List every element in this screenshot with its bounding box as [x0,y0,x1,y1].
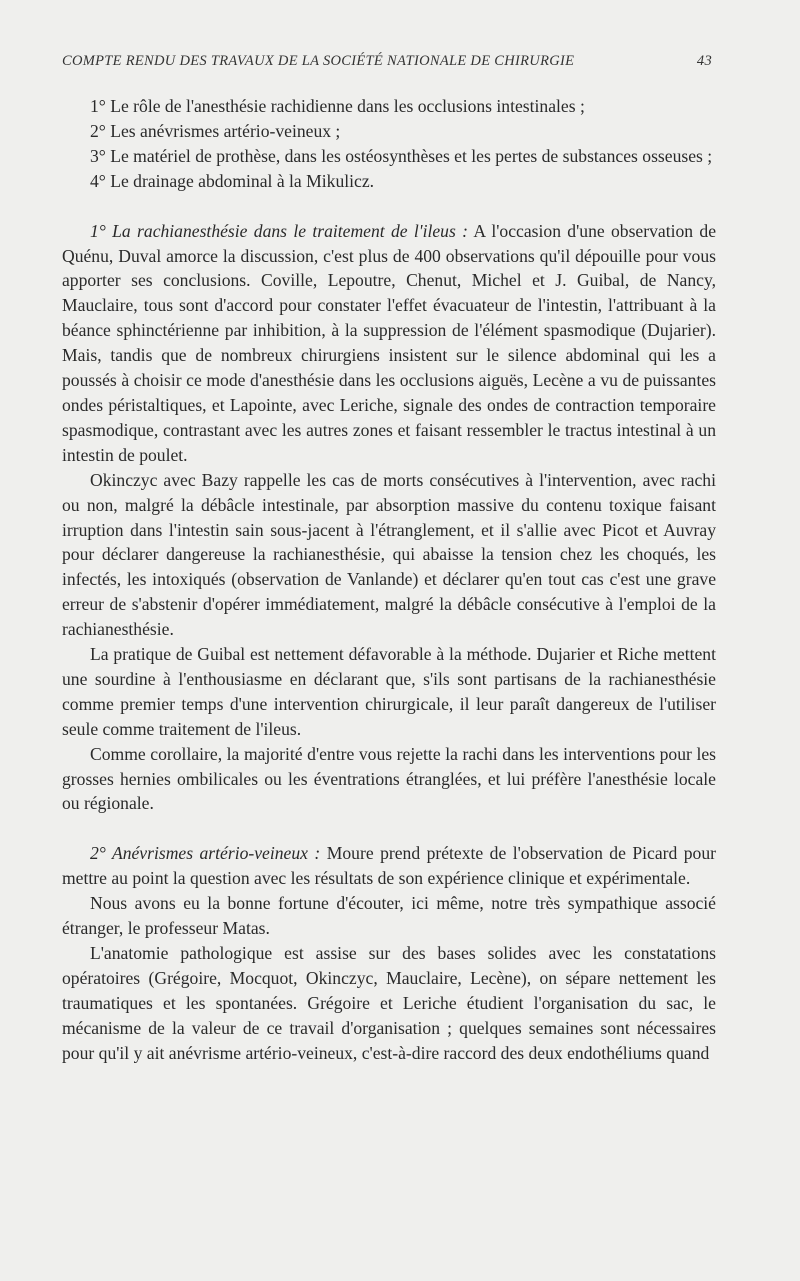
running-title: COMPTE RENDU DES TRAVAUX DE LA SOCIÉTÉ NATIONALE DE CHIRURGIE [62,53,575,69]
running-header [62,53,712,70]
section2-paragraph-2: Nous avons eu la bonne fortune d'écouter, ici même, notre très sympathique associé étranger, le professeur Matas. [62,893,716,939]
section1-paragraph-1 [62,219,716,468]
section2-paragraph-1 [62,841,716,891]
body-text [62,94,716,1066]
list-item-3: 3° Le matériel de prothèse, dans les ostéosynthèses et les pertes de substances osseuses ; [90,145,713,166]
section1-heading: 1° La rachianesthésie dans le traitement de l'ileus : [90,220,468,241]
section1-paragraph-3: La pratique de Guibal est nettement défavorable à la méthode. Dujarier et Riche mettent une sourdine à l'enthousiasme en déclarant que, s'ils sont partisans de la rachianesthésie comme premier temps d'une intervention chirurgicale, il leur paraît dangereux de l'utiliser seule comme traitement de l'ileus. [62,644,716,739]
list-item-2: 2° Les anévrismes artério-veineux ; [90,120,341,141]
section1-text-1: A l'occasion d'une observation de Quénu, Duval amorce la discussion, c'est plus de 400 observations qu'il dépouille pour vous apporter ses conclusions. Coville, Lepoutre, Chenut, Michel et J. Guibal, de Nancy, Mauclaire, tous sont d'accord pour constater l'effet évacuateur de l'intestin, l'attribuant à la béance sphinctérienne par inhibition, à la suppression de l'élément spasmodique (Dujarier). Mais, tandis que de nombreux chirurgiens insistent sur le silence abdominal qui les a poussés à choisir ce mode d'anesthésie dans les occlusions aiguës, Lecène a vu de puissantes ondes péristaltiques, et Lapointe, avec Leriche, signale des ondes de contraction temporaire spasmodique, contrastant avec les autres zones et faisant ressembler le tractus intestinal à un intestin de poulet. [62,220,716,465]
list-item-4: 4° Le drainage abdominal à la Mikulicz. [90,170,375,191]
list-item-1: 1° Le rôle de l'anesthésie rachidienne dans les occlusions intestinales ; [90,96,585,116]
section2-heading: 2° Anévrismes artério-veineux : [90,843,321,864]
section2-text-1: Moure prend prétexte de l'observation de Picard pour mettre au point la question avec les résultats de son expérience clinique et expérimentale. [62,843,716,889]
section1-paragraph-2: Okinczyc avec Bazy rappelle les cas de morts consécutives à l'intervention, avec rachi ou non, malgré la débâcle intestinale, par absorption massive du contenu toxique faisant irruption dans l'intestin sain sous-jacent à l'étranglement, et il s'allie avec Picot et Auvray pour déclarer dangereuse la rachianesthésie, qui abaisse la tension chez les choqués, les infectés, les intoxiqués (observation de Vanlande) et déclarer qu'en tout cas c'est une grave erreur de s'abstenir d'opérer immédiatement, malgré la débâcle consécutive à l'emploi de la rachianesthésie. [62,469,716,640]
section2-paragraph-3: L'anatomie pathologique est assise sur des bases solides avec les constatations opératoires (Grégoire, Mocquot, Okinczyc, Mauclaire, Lecène), on sépare nettement les traumatiques et les spontanées. Grégoire et Leriche étudient l'organisation du sac, le mécanisme de la valeur de ce travail d'organisation ; quelques semaines sont nécessaires pour qu'il y ait anévrisme artério-veineux, c'est-à-dire raccord des deux endothéliums quand [62,943,716,1063]
section1-paragraph-4: Comme corollaire, la majorité d'entre vous rejette la rachi dans les interventions pour les grosses hernies ombilicales ou les éventrations étranglées, et lui préfère l'anesthésie locale ou régionale. [62,743,716,814]
page-number: 43 [696,53,712,69]
